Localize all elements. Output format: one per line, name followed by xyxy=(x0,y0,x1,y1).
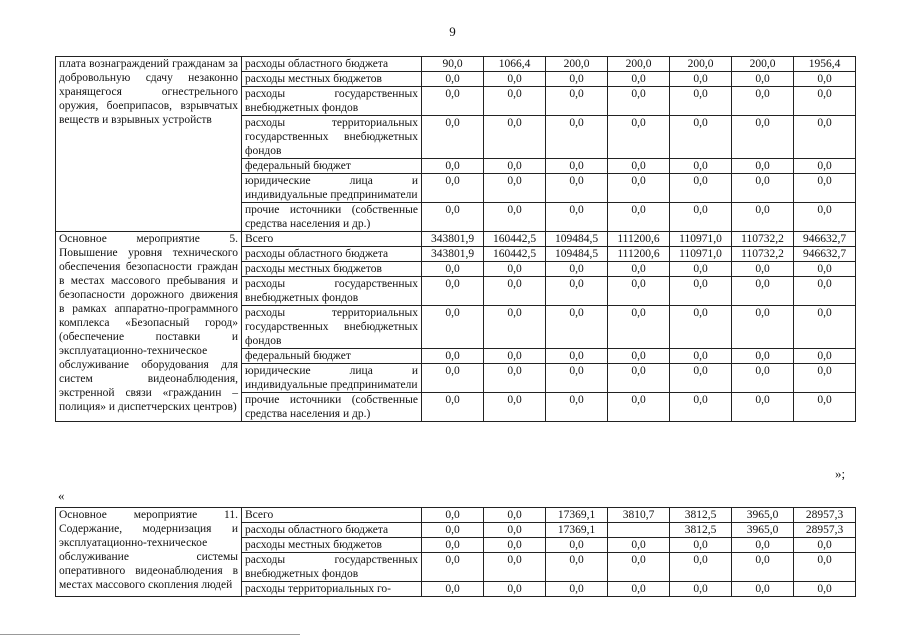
amount-cell: 109484,5 xyxy=(546,232,608,247)
amount-cell: 90,0 xyxy=(422,57,484,72)
amount-cell: 0,0 xyxy=(608,174,670,203)
amount-cell: 0,0 xyxy=(794,262,856,277)
funding-source: расходы местных бюджетов xyxy=(242,538,422,553)
funding-source: прочие источники (собственные средства населения и др.) xyxy=(242,393,422,422)
funding-source: федеральный бюджет xyxy=(242,349,422,364)
amount-cell: 0,0 xyxy=(484,262,546,277)
amount-cell: 0,0 xyxy=(546,538,608,553)
amount-cell: 0,0 xyxy=(608,553,670,582)
amount-cell: 0,0 xyxy=(484,159,546,174)
amount-cell: 110732,2 xyxy=(732,232,794,247)
amount-cell: 28957,3 xyxy=(794,523,856,538)
amount-cell: 946632,7 xyxy=(794,247,856,262)
amount-cell: 0,0 xyxy=(794,72,856,87)
amount-cell: 0,0 xyxy=(484,203,546,232)
amount-cell: 0,0 xyxy=(546,277,608,306)
amount-cell: 0,0 xyxy=(732,364,794,393)
amount-cell: 0,0 xyxy=(794,582,856,597)
amount-cell: 200,0 xyxy=(732,57,794,72)
amount-cell: 17369,1 xyxy=(546,508,608,523)
funding-source: расходы государственных внебюджетных фондов xyxy=(242,277,422,306)
amount-cell: 0,0 xyxy=(422,277,484,306)
amount-cell: 0,0 xyxy=(422,72,484,87)
amount-cell: 0,0 xyxy=(422,174,484,203)
amount-cell: 0,0 xyxy=(732,72,794,87)
amount-cell: 0,0 xyxy=(608,538,670,553)
amount-cell: 0,0 xyxy=(732,277,794,306)
funding-source: расходы местных бюджетов xyxy=(242,262,422,277)
amount-cell: 0,0 xyxy=(484,523,546,538)
funding-source: расходы областного бюджета xyxy=(242,247,422,262)
amount-cell: 200,0 xyxy=(608,57,670,72)
amount-cell: 0,0 xyxy=(794,306,856,349)
amount-cell: 0,0 xyxy=(484,174,546,203)
amount-cell: 0,0 xyxy=(546,87,608,116)
amount-cell: 17369,1 xyxy=(546,523,608,538)
funding-source: Всего xyxy=(242,508,422,523)
amount-cell: 0,0 xyxy=(732,174,794,203)
amount-cell: 0,0 xyxy=(422,262,484,277)
amount-cell: 343801,9 xyxy=(422,247,484,262)
amount-cell: 0,0 xyxy=(546,203,608,232)
funding-source: расходы областного бюджета xyxy=(242,57,422,72)
measure-description: Основное мероприятие 5. Повышение уровня технического обеспечения безопасности граждан в местах массового пребывания и безопасности дорожного движения в рамках аппаратно-программного комплекса «Безопасный город» (обеспечение поставки и эксплуатационно-техническое обслуживание оборудования для систем видеонаблюдения, экстренной связи «гражданин – полиция» и диспетчерских центров) xyxy=(56,232,242,422)
amount-cell: 0,0 xyxy=(422,393,484,422)
amount-cell: 0,0 xyxy=(422,553,484,582)
amount-cell: 0,0 xyxy=(794,203,856,232)
amount-cell: 0,0 xyxy=(546,393,608,422)
amount-cell: 0,0 xyxy=(546,116,608,159)
amount-cell: 0,0 xyxy=(422,159,484,174)
amount-cell: 0,0 xyxy=(546,553,608,582)
amount-cell: 0,0 xyxy=(732,393,794,422)
amount-cell: 111200,6 xyxy=(608,247,670,262)
amount-cell: 0,0 xyxy=(732,349,794,364)
amount-cell: 0,0 xyxy=(484,393,546,422)
amount-cell: 110971,0 xyxy=(670,247,732,262)
amount-cell: 0,0 xyxy=(546,582,608,597)
funding-table-measure-11 xyxy=(55,507,856,597)
amount-cell: 0,0 xyxy=(484,538,546,553)
amount-cell: 0,0 xyxy=(608,87,670,116)
amount-cell: 0,0 xyxy=(732,262,794,277)
amount-cell: 0,0 xyxy=(484,72,546,87)
amount-cell: 0,0 xyxy=(422,523,484,538)
amount-cell: 109484,5 xyxy=(546,247,608,262)
amount-cell: 0,0 xyxy=(670,203,732,232)
funding-source: прочие источники (собственные средства населения и др.) xyxy=(242,203,422,232)
amount-cell: 0,0 xyxy=(794,364,856,393)
amount-cell: 0,0 xyxy=(608,203,670,232)
amount-cell: 0,0 xyxy=(670,306,732,349)
amount-cell: 0,0 xyxy=(546,349,608,364)
amount-cell: 0,0 xyxy=(670,349,732,364)
amount-cell: 0,0 xyxy=(484,364,546,393)
amount-cell: 1956,4 xyxy=(794,57,856,72)
amount-cell: 110732,2 xyxy=(732,247,794,262)
funding-source: расходы территориальных государственных внебюджетных фондов xyxy=(242,116,422,159)
amount-cell: 0,0 xyxy=(608,277,670,306)
amount-cell: 0,0 xyxy=(732,116,794,159)
funding-source: расходы территориальных го- xyxy=(242,582,422,597)
amount-cell: 0,0 xyxy=(422,582,484,597)
funding-source: юридические лица и индивидуальные предприниматели xyxy=(242,364,422,393)
funding-table-main xyxy=(55,56,856,422)
amount-cell: 1066,4 xyxy=(484,57,546,72)
amount-cell: 0,0 xyxy=(794,538,856,553)
closing-quote-mark: »; xyxy=(835,466,846,481)
amount-cell: 3965,0 xyxy=(732,508,794,523)
amount-cell xyxy=(608,523,670,538)
amount-cell: 0,0 xyxy=(670,116,732,159)
measure-description: Основное мероприятие 11. Содержание, модернизация и эксплуатационно-техническое обслуживание системы оперативного видеонаблюдения в местах массового скопления людей xyxy=(56,508,242,597)
amount-cell: 0,0 xyxy=(608,393,670,422)
amount-cell: 0,0 xyxy=(670,553,732,582)
table-row xyxy=(56,508,856,523)
measure-description: плата вознаграждений гражданам за добровольную сдачу незаконно хранящегося огнестрельного оружия, боеприпасов, взрывчатых веществ и взрывных устройств xyxy=(56,57,242,232)
amount-cell: 0,0 xyxy=(670,87,732,116)
amount-cell: 0,0 xyxy=(670,262,732,277)
amount-cell: 0,0 xyxy=(794,553,856,582)
funding-source: расходы местных бюджетов xyxy=(242,72,422,87)
funding-source: федеральный бюджет xyxy=(242,159,422,174)
amount-cell: 0,0 xyxy=(732,306,794,349)
amount-cell: 0,0 xyxy=(608,582,670,597)
amount-cell: 0,0 xyxy=(422,538,484,553)
footer-divider xyxy=(0,634,300,635)
amount-cell: 0,0 xyxy=(794,116,856,159)
amount-cell: 0,0 xyxy=(546,72,608,87)
amount-cell: 0,0 xyxy=(422,306,484,349)
table-row xyxy=(56,232,856,247)
amount-cell: 946632,7 xyxy=(794,232,856,247)
amount-cell: 3812,5 xyxy=(670,508,732,523)
amount-cell: 200,0 xyxy=(546,57,608,72)
amount-cell: 200,0 xyxy=(670,57,732,72)
amount-cell: 0,0 xyxy=(484,349,546,364)
amount-cell: 0,0 xyxy=(608,364,670,393)
page-number: 9 xyxy=(449,24,456,39)
amount-cell: 0,0 xyxy=(608,262,670,277)
amount-cell: 0,0 xyxy=(608,306,670,349)
amount-cell: 0,0 xyxy=(732,538,794,553)
opening-quote-mark: « xyxy=(58,488,65,503)
amount-cell: 28957,3 xyxy=(794,508,856,523)
amount-cell: 0,0 xyxy=(484,553,546,582)
amount-cell: 0,0 xyxy=(546,262,608,277)
amount-cell: 0,0 xyxy=(794,174,856,203)
amount-cell: 0,0 xyxy=(484,87,546,116)
funding-source: расходы государственных внебюджетных фондов xyxy=(242,87,422,116)
amount-cell: 160442,5 xyxy=(484,232,546,247)
amount-cell: 0,0 xyxy=(608,349,670,364)
amount-cell: 0,0 xyxy=(546,159,608,174)
amount-cell: 0,0 xyxy=(484,306,546,349)
amount-cell: 0,0 xyxy=(670,174,732,203)
amount-cell: 0,0 xyxy=(732,582,794,597)
amount-cell: 0,0 xyxy=(546,364,608,393)
funding-source: юридические лица и индивидуальные предприниматели xyxy=(242,174,422,203)
amount-cell: 0,0 xyxy=(794,159,856,174)
amount-cell: 0,0 xyxy=(422,364,484,393)
amount-cell: 3812,5 xyxy=(670,523,732,538)
funding-source: расходы государственных внебюджетных фондов xyxy=(242,553,422,582)
amount-cell: 160442,5 xyxy=(484,247,546,262)
amount-cell: 0,0 xyxy=(484,582,546,597)
amount-cell: 0,0 xyxy=(484,277,546,306)
amount-cell: 110971,0 xyxy=(670,232,732,247)
amount-cell: 111200,6 xyxy=(608,232,670,247)
amount-cell: 0,0 xyxy=(422,508,484,523)
amount-cell: 0,0 xyxy=(422,87,484,116)
amount-cell: 0,0 xyxy=(670,393,732,422)
funding-source: расходы территориальных государственных внебюджетных фондов xyxy=(242,306,422,349)
amount-cell: 0,0 xyxy=(794,277,856,306)
amount-cell: 0,0 xyxy=(732,87,794,116)
amount-cell: 0,0 xyxy=(794,87,856,116)
amount-cell: 3965,0 xyxy=(732,523,794,538)
amount-cell: 0,0 xyxy=(794,349,856,364)
amount-cell: 0,0 xyxy=(422,349,484,364)
amount-cell: 0,0 xyxy=(732,203,794,232)
amount-cell: 0,0 xyxy=(670,72,732,87)
amount-cell: 0,0 xyxy=(732,159,794,174)
amount-cell: 0,0 xyxy=(608,72,670,87)
table-row xyxy=(56,57,856,72)
amount-cell: 0,0 xyxy=(670,582,732,597)
amount-cell: 0,0 xyxy=(670,277,732,306)
amount-cell: 0,0 xyxy=(794,393,856,422)
amount-cell: 0,0 xyxy=(670,538,732,553)
amount-cell: 0,0 xyxy=(484,508,546,523)
amount-cell: 0,0 xyxy=(546,174,608,203)
funding-source: расходы областного бюджета xyxy=(242,523,422,538)
amount-cell: 0,0 xyxy=(546,306,608,349)
amount-cell: 0,0 xyxy=(670,364,732,393)
amount-cell: 0,0 xyxy=(484,116,546,159)
amount-cell: 0,0 xyxy=(422,203,484,232)
amount-cell: 343801,9 xyxy=(422,232,484,247)
amount-cell: 0,0 xyxy=(732,553,794,582)
funding-source: Всего xyxy=(242,232,422,247)
amount-cell: 0,0 xyxy=(608,159,670,174)
amount-cell: 3810,7 xyxy=(608,508,670,523)
amount-cell: 0,0 xyxy=(608,116,670,159)
amount-cell: 0,0 xyxy=(670,159,732,174)
amount-cell: 0,0 xyxy=(422,116,484,159)
